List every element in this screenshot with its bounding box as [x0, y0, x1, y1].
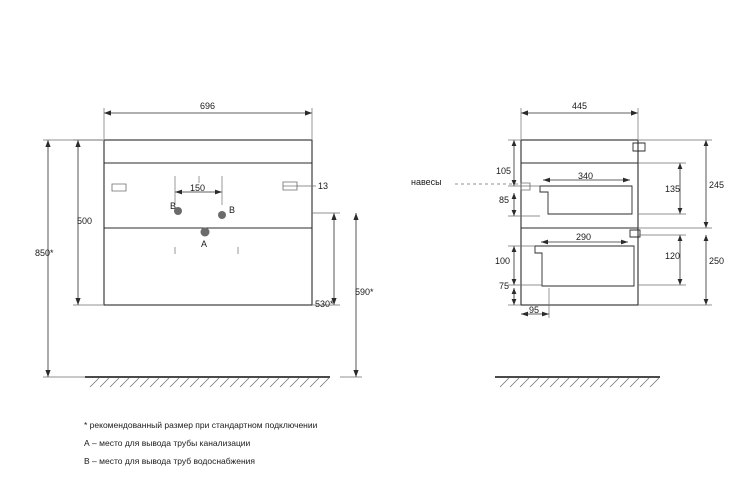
- label-hangers: навесы: [411, 177, 442, 187]
- dim-front-width: 696: [200, 101, 216, 111]
- dim-side-120: 120: [665, 251, 681, 261]
- dim-front-height: 500: [77, 216, 93, 226]
- dim-side-depth: 445: [572, 101, 588, 111]
- legend-note-2: А – место для вывода трубы канализации: [84, 438, 251, 448]
- dim-side-75: 75: [499, 281, 510, 291]
- dim-side-250: 250: [709, 256, 725, 266]
- dim-front-total-height: 850*: [35, 248, 54, 258]
- marker-label-b-right: В: [229, 205, 236, 215]
- dim-front-13: 13: [318, 181, 329, 191]
- dim-side-105: 105: [496, 166, 512, 176]
- dim-side-340: 340: [578, 171, 594, 181]
- dim-side-100: 100: [495, 256, 511, 266]
- marker-label-a: А: [201, 239, 208, 249]
- dim-side-95: 95: [529, 305, 540, 315]
- dim-side-245: 245: [709, 180, 725, 190]
- legend-note-1: * рекомендованный размер при стандартном подключении: [84, 420, 318, 430]
- dim-side-290: 290: [576, 232, 592, 242]
- dim-front-590: 590*: [355, 287, 374, 297]
- dim-side-135: 135: [665, 184, 681, 194]
- dim-front-inner-150: 150: [190, 183, 206, 193]
- legend-note-3: В – место для вывода труб водоснабжения: [84, 456, 255, 466]
- dim-front-530: 530*: [315, 299, 334, 309]
- marker-label-b-left: В: [170, 201, 177, 211]
- dim-side-85: 85: [499, 195, 510, 205]
